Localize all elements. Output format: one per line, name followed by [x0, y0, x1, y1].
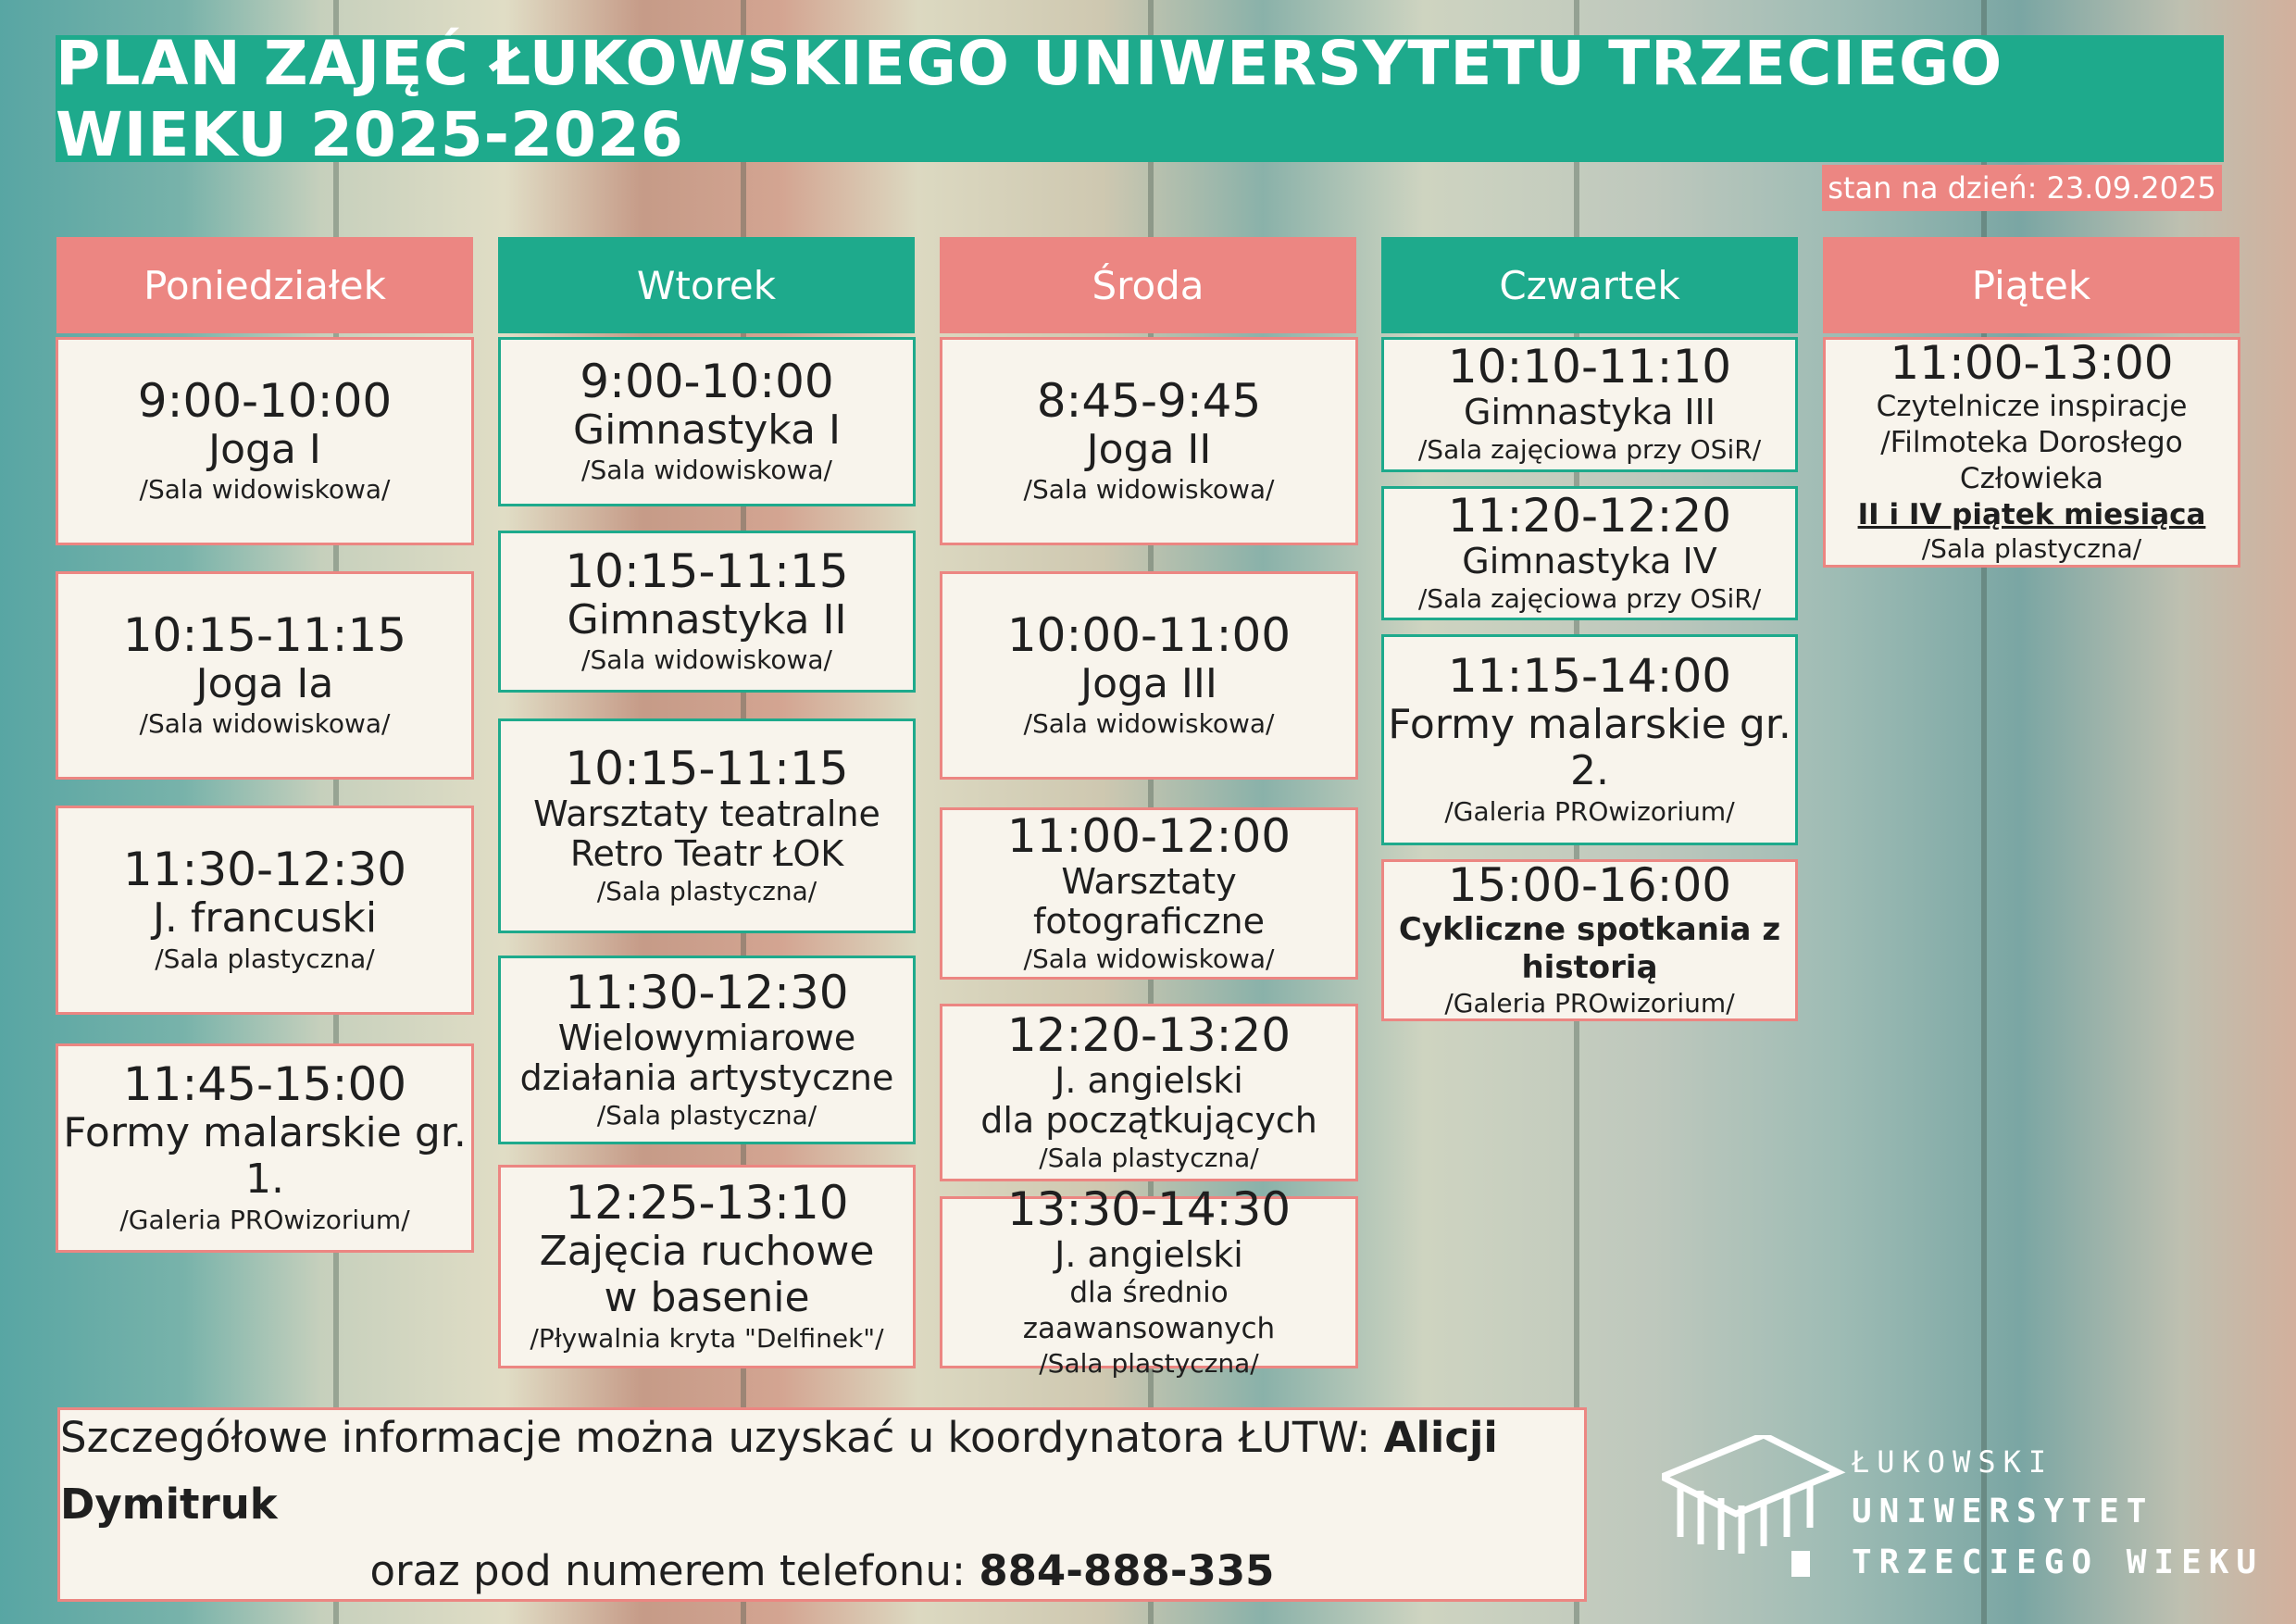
class-room: /Sala widowiskowa/ — [139, 474, 391, 506]
contact-text: Szczegółowe informacje można uzyskać u koordynatora ŁUTW: — [60, 1413, 1384, 1462]
contact-info-box — [57, 1407, 1587, 1602]
class-room: /Pływalnia kryta "Delfinek"/ — [530, 1322, 884, 1354]
class-card — [1823, 337, 2240, 568]
class-card — [1381, 486, 1798, 620]
class-name: Gimnastyka I — [573, 406, 841, 454]
logo-line-1: ŁUKOWSKI — [1852, 1444, 2054, 1480]
class-room: /Sala widowiskowa/ — [139, 708, 391, 740]
class-time: 11:20-12:20 — [1447, 488, 1732, 543]
contact-text: oraz pod numerem telefonu: — [369, 1546, 980, 1595]
class-name: Gimnastyka IV — [1462, 540, 1717, 581]
class-name: Warsztaty fotograficzne — [1032, 860, 1266, 943]
class-card — [56, 571, 474, 780]
class-card — [940, 807, 1358, 980]
class-card — [56, 337, 474, 545]
class-name-line2: dla początkujących — [980, 1100, 1317, 1142]
class-room: /Sala plastyczna/ — [596, 1099, 817, 1131]
class-time: 12:20-13:20 — [1006, 1007, 1292, 1062]
class-name: Joga I — [208, 425, 321, 473]
class-name-line2: dla średnio zaawansowanych — [1022, 1276, 1276, 1346]
class-room: /Sala zajęciowa przy OSiR/ — [1417, 582, 1762, 614]
class-name: J. angielski — [1054, 1059, 1243, 1101]
class-card — [940, 1004, 1358, 1181]
class-room: /Galeria PROwizorium/ — [1444, 987, 1735, 1018]
class-name: Czytelnicze inspiracje — [1876, 390, 2188, 424]
day-header-thursday: Czwartek — [1381, 237, 1798, 333]
class-card — [940, 571, 1358, 780]
class-card — [498, 956, 916, 1144]
class-card — [1381, 859, 1798, 1021]
class-time: 9:00-10:00 — [137, 373, 393, 428]
class-name: J. angielski — [1054, 1233, 1243, 1275]
class-card — [940, 1181, 1358, 1379]
class-name: Wielowymiarowe — [557, 1017, 856, 1058]
class-name-line2: w basenie — [604, 1274, 810, 1322]
class-card — [498, 718, 916, 933]
class-card — [56, 806, 474, 1015]
class-room: /Sala plastyczna/ — [1039, 1142, 1259, 1173]
contact-line-2 — [370, 1538, 1275, 1605]
class-room: /Sala widowiskowa/ — [1023, 943, 1275, 974]
class-room: /Galeria PROwizorium/ — [119, 1204, 410, 1235]
class-name-line2: Retro Teatr ŁOK — [569, 833, 844, 875]
class-room: /Sala zajęciowa przy OSiR/ — [1417, 434, 1762, 466]
class-time: 10:10-11:10 — [1447, 340, 1732, 394]
class-time: 11:00-13:00 — [1890, 336, 2174, 391]
class-name-line2: /Filmoteka Dorosłego Człowieka — [1880, 426, 2183, 495]
day-header-wednesday: Środa — [940, 237, 1356, 333]
class-room: /Galeria PROwizorium/ — [1444, 795, 1735, 827]
class-name: Joga Ia — [195, 659, 334, 707]
class-card — [1381, 337, 1798, 472]
contact-line-1 — [60, 1405, 1584, 1538]
university-logo-text — [1852, 1440, 2264, 1589]
class-card — [1381, 634, 1798, 845]
class-room: /Sala plastyczna/ — [1921, 533, 2142, 565]
class-name: Joga III — [1080, 659, 1217, 707]
class-time: 10:15-11:15 — [565, 741, 849, 795]
class-time: 10:15-11:15 — [565, 543, 849, 598]
class-time: 12:25-13:10 — [565, 1175, 849, 1230]
class-room: /Sala widowiskowa/ — [1023, 474, 1275, 506]
class-card — [498, 531, 916, 693]
class-frequency-note: II i IV piątek miesiąca — [1857, 497, 2206, 531]
class-name: Warsztaty teatralne — [533, 793, 880, 834]
class-name: Gimnastyka III — [1464, 392, 1716, 433]
page-title: PLAN ZAJĘĆ ŁUKOWSKIEGO UNIWERSYTETU TRZECIEGO WIEKU 2025-2026 — [56, 35, 2224, 162]
class-name: Cykliczne spotkania z historią — [1398, 911, 1781, 986]
class-room: /Sala plastyczna/ — [596, 875, 817, 906]
logo-line-2: UNIWERSYTET — [1852, 1492, 2154, 1530]
phone-number: 884-888-335 — [979, 1546, 1275, 1595]
class-time: 11:45-15:00 — [122, 1056, 407, 1111]
class-time: 15:00-16:00 — [1447, 858, 1732, 913]
date-badge: stan na dzień: 23.09.2025 — [1822, 165, 2222, 211]
class-name: Gimnastyka II — [567, 595, 847, 643]
class-time: 10:15-11:15 — [122, 607, 407, 662]
class-card — [498, 1165, 916, 1368]
coordinator-name: Alicji Dymitruk — [60, 1413, 1498, 1529]
day-header-friday: Piątek — [1823, 237, 2240, 333]
class-name-line2: działania artystyczne — [519, 1057, 894, 1099]
class-time: 11:00-12:00 — [1006, 808, 1292, 863]
class-room: /Sala widowiskowa/ — [581, 455, 832, 486]
day-header-tuesday: Wtorek — [498, 237, 915, 333]
class-time: 11:15-14:00 — [1447, 648, 1732, 703]
class-card — [940, 337, 1358, 545]
class-name: Joga II — [1086, 425, 1212, 473]
day-header-monday: Poniedziałek — [56, 237, 473, 333]
class-name: Formy malarskie gr. 1. — [63, 1108, 467, 1204]
class-room: /Sala plastyczna/ — [155, 943, 375, 974]
class-time: 10:00-11:00 — [1006, 607, 1292, 662]
class-name: Zajęcia ruchowe — [539, 1227, 875, 1275]
class-card — [498, 337, 916, 506]
class-room: /Sala plastyczna/ — [1039, 1347, 1259, 1379]
class-room: /Sala widowiskowa/ — [1023, 708, 1275, 740]
logo-line-3: TRZECIEGO WIEKU — [1852, 1543, 2265, 1582]
class-time: 11:30-12:30 — [122, 843, 407, 896]
class-room: /Sala widowiskowa/ — [581, 644, 832, 676]
class-name: Formy malarskie gr. 2. — [1388, 700, 1791, 795]
class-time: 11:30-12:30 — [565, 965, 849, 1019]
class-time: 13:30-14:30 — [1006, 1181, 1292, 1236]
class-name: J. francuski — [152, 894, 378, 942]
class-card — [56, 1043, 474, 1253]
class-time: 9:00-10:00 — [580, 354, 834, 408]
class-time: 8:45-9:45 — [1036, 373, 1262, 428]
